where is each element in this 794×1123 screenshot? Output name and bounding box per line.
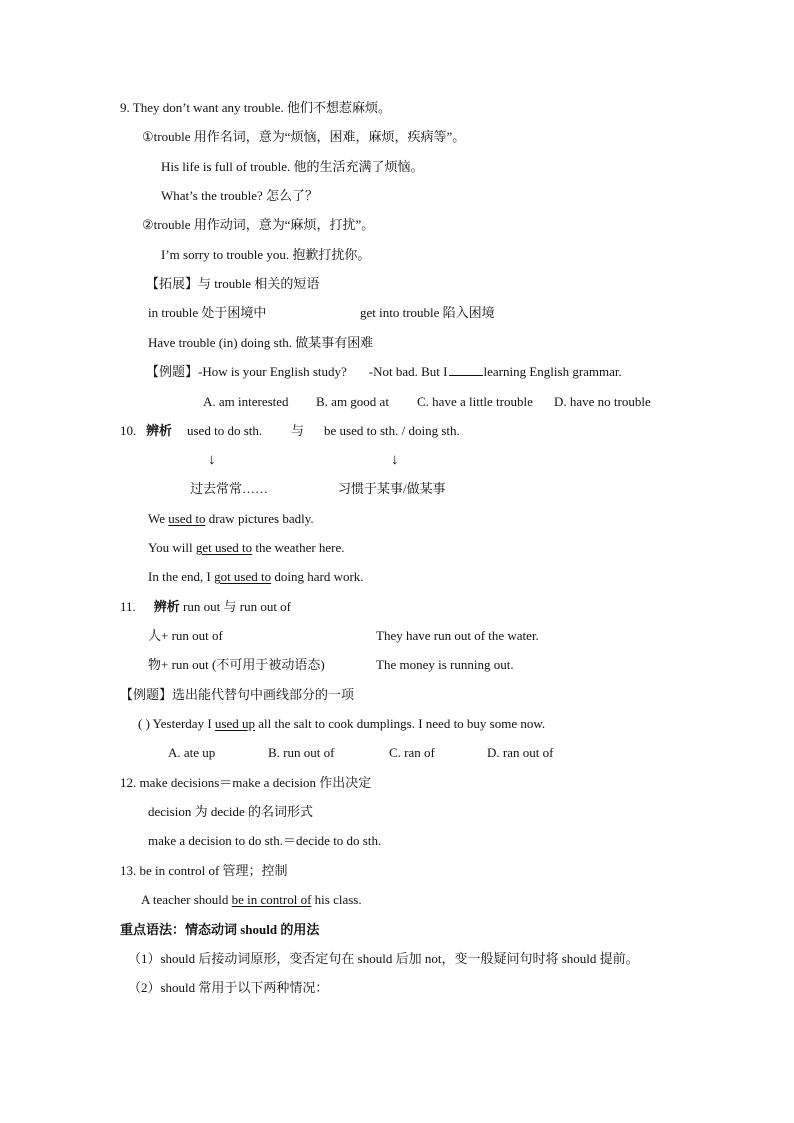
- text: You will: [148, 540, 196, 555]
- item9-phrase-2: get into trouble 陷入困境: [360, 305, 495, 320]
- item13-example: [141, 892, 362, 908]
- text: all the salt to cook dumplings. I need to buy some now.: [255, 716, 546, 731]
- item11-question: [138, 716, 545, 732]
- item11-row2-right: The money is running out.: [376, 657, 514, 672]
- text: doing hard work.: [271, 569, 364, 584]
- item12-line-1: decision 为 decide 的名词形式: [148, 804, 313, 819]
- grammar-rule-2: （2）should 常用于以下两种情况：: [128, 980, 329, 995]
- item10-right-phrase: be used to sth. / doing sth.: [324, 423, 460, 438]
- grammar-title: 重点语法：情态动词 should 的用法: [120, 922, 320, 937]
- text: In the end, I: [148, 569, 215, 584]
- text: his class.: [311, 892, 362, 907]
- item9-example-3: I’m sorry to trouble you. 抱歉打扰你。: [161, 247, 371, 262]
- item10-left-phrase: used to do sth.: [187, 423, 263, 438]
- text: We: [148, 511, 169, 526]
- item9-question: [146, 364, 622, 380]
- item9-example-2: What’s the trouble? 怎么了？: [161, 188, 319, 203]
- grammar-rule-1: （1）should 后接动词原形，变否定句在 should 后加 not，变一般疑问句时将 should 提前。: [128, 951, 639, 966]
- item13-heading: 13. be in control of 管理；控制: [120, 863, 288, 878]
- item10-left-meaning: 过去常常……: [190, 481, 269, 496]
- item11-row2-left: 物+ run out (不可用于被动语态): [148, 657, 325, 672]
- text: the weather here.: [252, 540, 345, 555]
- item10-example-1: [148, 511, 314, 527]
- item9-heading: 9. They don’t want any trouble. 他们不想惹麻烦。: [120, 100, 392, 115]
- item9-option-d: D. have no trouble: [554, 394, 651, 409]
- item11-heading-text: run out 与 run out of: [179, 599, 292, 614]
- underlined-text: got used to: [214, 569, 272, 584]
- item11-option-b: B. run out of: [268, 745, 335, 760]
- item10-conjunction: 与: [291, 423, 305, 438]
- item11-label: 辨析: [153, 599, 180, 614]
- item9-phrase-1: in trouble 处于困境中: [148, 305, 267, 320]
- text: draw pictures badly.: [205, 511, 314, 526]
- text: ( ) Yesterday I: [138, 716, 215, 731]
- item12-line-2: make a decision to do sth.＝decide to do sth.: [148, 833, 382, 848]
- text: A teacher should: [141, 892, 232, 907]
- item11-option-d: D. ran out of: [487, 745, 554, 760]
- down-arrow-icon: ↓: [208, 452, 216, 468]
- question-part-2: -Not bad. But I: [368, 364, 448, 379]
- question-part-1: 【例题】-How is your English study?: [146, 364, 347, 379]
- down-arrow-icon: ↓: [391, 452, 399, 468]
- item10-right-meaning: 习惯于某事/做某事: [338, 481, 446, 496]
- item11-row1-right: They have run out of the water.: [376, 628, 539, 643]
- item9-option-c: C. have a little trouble: [417, 394, 533, 409]
- underlined-text: used to: [168, 511, 206, 526]
- item10-label: 辨析: [146, 423, 173, 438]
- item9-verb-usage: ②trouble 用作动词，意为“麻烦，打扰”。: [142, 217, 375, 232]
- item9-option-a: A. am interested: [203, 394, 289, 409]
- item11-option-c: C. ran of: [389, 745, 435, 760]
- answer-blank: [449, 364, 483, 376]
- item12-heading: 12. make decisions＝make a decision 作出决定: [120, 775, 372, 790]
- item11-heading: [120, 599, 291, 615]
- item11-number: 11.: [120, 599, 136, 614]
- item9-option-b: B. am good at: [316, 394, 389, 409]
- underlined-text: get used to: [195, 540, 253, 555]
- item10-example-3: [148, 569, 364, 585]
- item11-example-title: 【例题】选出能代替句中画线部分的一项: [120, 687, 355, 702]
- item9-phrase-3: Have trouble (in) doing sth. 做某事有困难: [148, 335, 374, 350]
- item10-number: 10.: [120, 423, 137, 438]
- item10-example-2: [148, 540, 345, 556]
- item11-row1-left: 人+ run out of: [148, 628, 223, 643]
- question-part-3: learning English grammar.: [483, 364, 622, 379]
- item11-option-a: A. ate up: [168, 745, 216, 760]
- underlined-text: be in control of: [231, 892, 312, 907]
- item9-example-1: His life is full of trouble. 他的生活充满了烦恼。: [161, 159, 424, 174]
- item9-noun-usage: ①trouble 用作名词，意为“烦恼，困难，麻烦，疾病等”。: [142, 129, 466, 144]
- underlined-text: used up: [214, 716, 255, 731]
- item9-extension-title: 【拓展】与 trouble 相关的短语: [146, 276, 320, 291]
